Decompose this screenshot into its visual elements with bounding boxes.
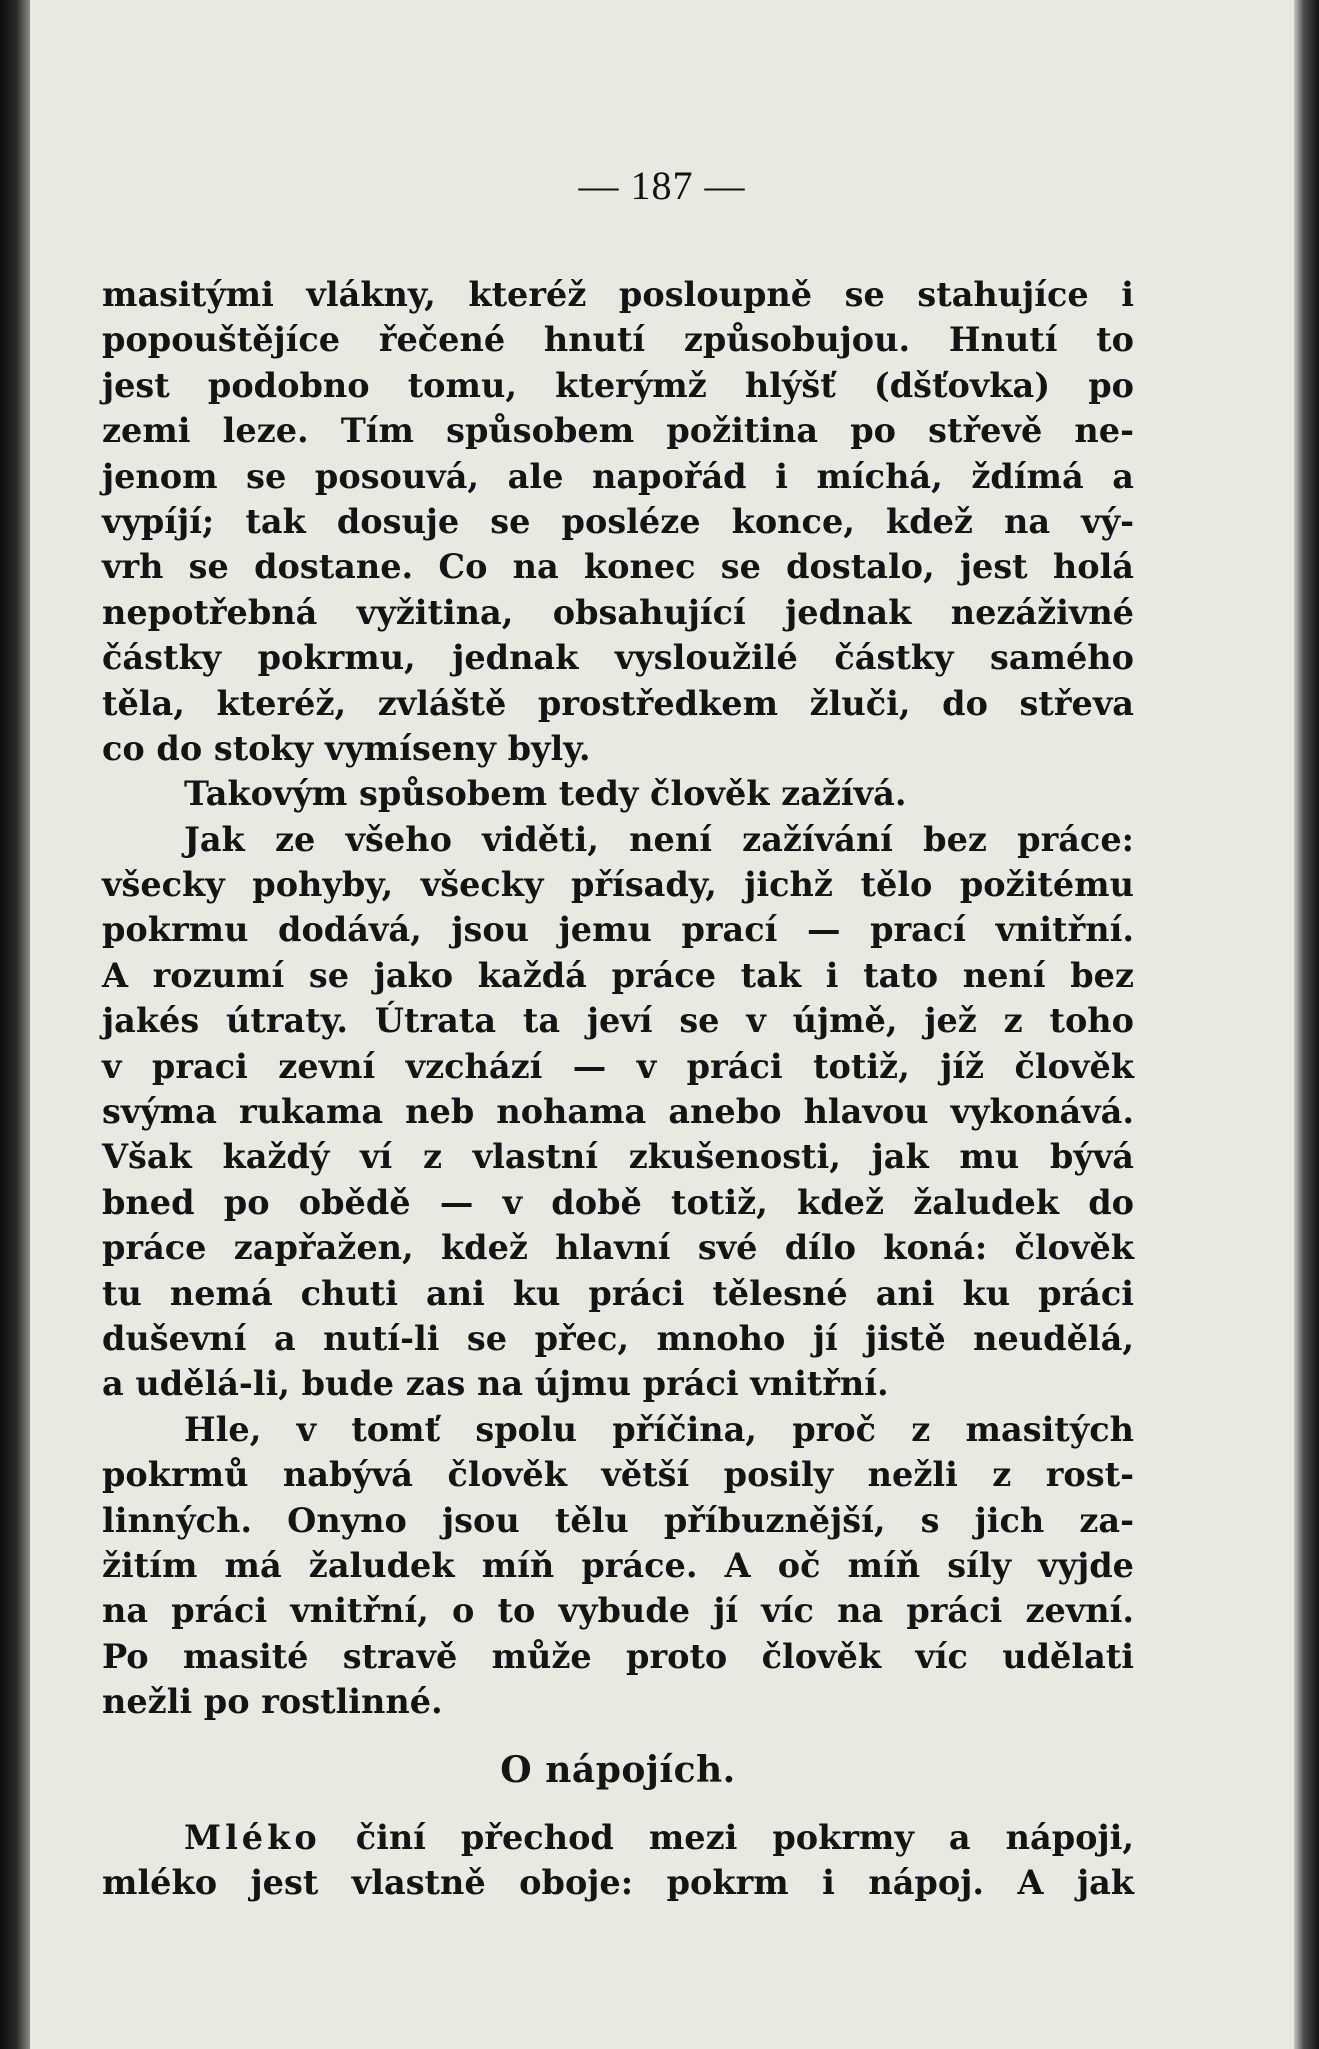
- text-line: jakés útraty. Útrata ta jeví se v újmě, jež z toho: [102, 1001, 1134, 1041]
- emphasized-word: Mléko: [184, 1817, 321, 1857]
- text-line: pokrmů nabývá člověk větší posily nežli z rost-: [102, 1455, 1134, 1495]
- text-line: Jak ze všeho viděti, není zažívání bez práce:: [184, 819, 1134, 859]
- text-line: zemi leze. Tím spůsobem požitina po střevě ne-: [102, 411, 1134, 451]
- text-line: na práci vnitřní, o to vybude jí víc na práci zevní.: [102, 1591, 1134, 1631]
- text-line: popouštějíce řečené hnutí způsobujou. Hnutí to: [102, 320, 1134, 360]
- text-line: Po masité stravě může proto člověk víc udělati: [102, 1636, 1134, 1676]
- book-page: [30, 0, 1294, 2049]
- text-line: A rozumí se jako každá práce tak i tato není bez: [102, 955, 1134, 995]
- text-line: pokrmu dodává, jsou jemu prací — prací vnitřní.: [102, 910, 1134, 950]
- text-line-rest: činí přechod mezi pokrmy a nápoji,: [320, 1817, 1134, 1857]
- text-line: mléko jest vlastně oboje: pokrm i nápoj. A jak: [102, 1862, 1134, 1902]
- text-line: vrh se dostane. Co na konec se dostalo, jest holá: [102, 547, 1134, 587]
- text-line: všecky pohyby, všecky přísady, jichž tělo požitému: [102, 865, 1134, 905]
- text-line: linných. Onyno jsou tělu příbuznější, s jich za-: [102, 1500, 1134, 1540]
- book-gutter-shadow: [0, 0, 30, 2049]
- text-line: práce zapřažen, kdež hlavní své dílo koná: člověk: [102, 1228, 1134, 1268]
- text-line: vypíjí; tak dosuje se posléze konce, kdež na vý-: [102, 501, 1134, 541]
- text-line: [102, 1815, 1134, 1860]
- page-body: [102, 272, 1134, 1905]
- page-number: — 187 —: [578, 163, 746, 208]
- text-line: a udělá-li, bude zas na újmu práci vnitřní.: [102, 1364, 889, 1404]
- text-line: jest podobno tomu, kterýmž hlýšť (dšťovka) po: [102, 365, 1134, 405]
- text-line: v praci zevní vzchází — v práci totiž, jíž člověk: [102, 1046, 1134, 1086]
- text-line: těla, kteréž, zvláště prostředkem žluči, do střeva: [102, 683, 1134, 723]
- text-line: částky pokrmu, jednak vysloužilé částky samého: [102, 638, 1134, 678]
- section-heading: O nápojích.: [500, 1748, 736, 1791]
- text-line: bned po obědě — v době totiž, kdež žaludek do: [102, 1182, 1134, 1222]
- text-line: tu nemá chuti ani ku práci tělesné ani ku práci: [102, 1273, 1134, 1313]
- text-line: Hle, v tomť spolu příčina, proč z masitých: [184, 1409, 1134, 1449]
- text-line: nepotřebná vyžitina, obsahující jednak nezáživné: [102, 592, 1134, 632]
- text-line: co do stoky vymíseny byly.: [102, 728, 591, 768]
- book-edge-shadow: [1294, 0, 1319, 2049]
- text-line: nežli po rostlinné.: [102, 1682, 443, 1722]
- text-line: masitými vlákny, kteréž posloupně se stahujíce i: [102, 275, 1134, 314]
- text-line: žitím má žaludek míň práce. A oč míň síly vyjde: [102, 1545, 1134, 1585]
- text-line: duševní a nutí-li se přec, mnoho jí jistě neudělá,: [102, 1318, 1134, 1358]
- text-line: svýma rukama neb nohama anebo hlavou vykonává.: [102, 1092, 1134, 1132]
- text-line: Takovým spůsobem tedy člověk zažívá.: [184, 774, 907, 814]
- text-line: jenom se posouvá, ale napořád i míchá, ždímá a: [102, 456, 1134, 496]
- text-line: Však každý ví z vlastní zkušenosti, jak mu bývá: [102, 1137, 1134, 1177]
